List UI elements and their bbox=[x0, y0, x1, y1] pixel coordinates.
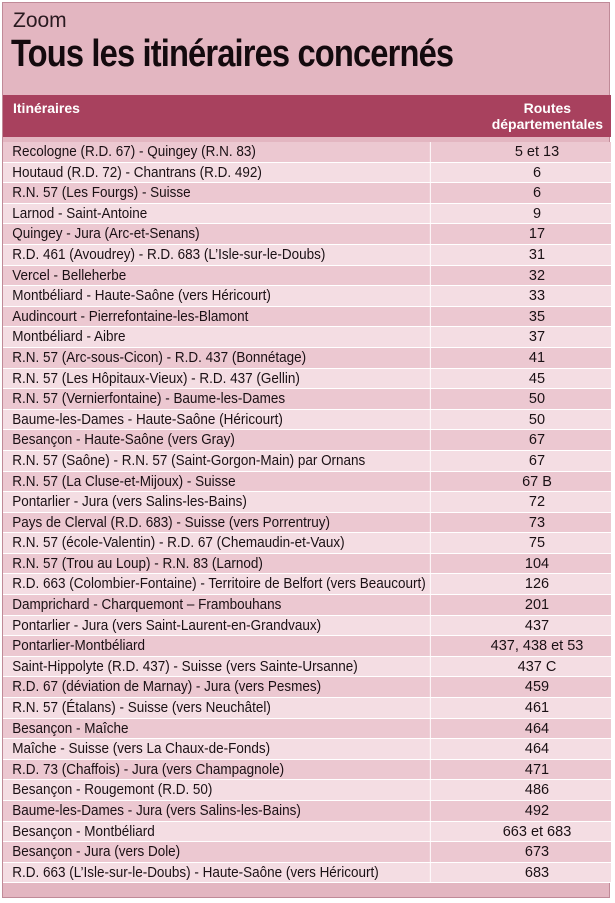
table-row bbox=[3, 369, 611, 390]
table-row bbox=[3, 472, 611, 493]
route-cell: R.D. 663 (L’Isle-sur-le-Doubs) - Haute-Saône (vers Héricourt) bbox=[3, 863, 431, 883]
route-cell: Baume-les-Dames - Jura (vers Salins-les-Bains) bbox=[3, 801, 431, 821]
road-number-cell: 471 bbox=[524, 761, 550, 778]
road-number-cell: 683 bbox=[524, 864, 550, 881]
route-cell: Audincourt - Pierrefontaine-les-Blamont bbox=[3, 307, 431, 327]
route-cell: Maîche - Suisse (vers La Chaux-de-Fonds) bbox=[3, 739, 431, 759]
table-row bbox=[3, 389, 611, 410]
table-row bbox=[3, 554, 611, 575]
road-number-cell: 67 bbox=[528, 452, 546, 469]
route-cell: Montbéliard - Aibre bbox=[3, 327, 431, 347]
route-cell: Besançon - Jura (vers Dole) bbox=[3, 842, 431, 862]
route-cell: R.N. 57 (Étalans) - Suisse (vers Neuchâtel) bbox=[3, 698, 431, 718]
road-number-cell: 5 et 13 bbox=[514, 144, 560, 160]
table-row bbox=[3, 245, 611, 266]
table-row bbox=[3, 286, 611, 307]
column-header-roads bbox=[492, 100, 603, 132]
route-cell: Besançon - Montbéliard bbox=[3, 822, 431, 842]
table-row bbox=[3, 204, 611, 225]
road-number-cell: 35 bbox=[528, 308, 546, 325]
road-number-cell: 663 et 683 bbox=[502, 823, 572, 840]
road-number-cell: 37 bbox=[528, 329, 546, 346]
route-cell: Saint-Hippolyte (R.D. 437) - Suisse (vers Sainte-Ursanne) bbox=[3, 657, 431, 677]
table-row bbox=[3, 863, 611, 884]
route-cell: Besançon - Haute-Saône (vers Gray) bbox=[3, 430, 431, 450]
road-number-cell: 437 bbox=[524, 617, 550, 634]
route-cell: R.D. 67 (déviation de Marnay) - Jura (vers Pesmes) bbox=[3, 677, 431, 697]
road-number-cell: 33 bbox=[528, 288, 546, 305]
table-row bbox=[3, 677, 611, 698]
table-row bbox=[3, 410, 611, 431]
table-row bbox=[3, 224, 611, 245]
road-number-cell: 67 bbox=[528, 432, 546, 449]
column-header-roads-line2: départementales bbox=[491, 116, 603, 132]
route-cell: R.N. 57 (Vernierfontaine) - Baume-les-Dames bbox=[3, 389, 431, 409]
route-cell: R.D. 663 (Colombier-Fontaine) - Territoire de Belfort (vers Beaucourt) bbox=[3, 574, 431, 594]
table-row bbox=[3, 430, 611, 451]
road-number-cell: 201 bbox=[524, 597, 550, 614]
page-title: Tous les itinéraires concernés bbox=[11, 33, 454, 75]
table-row bbox=[3, 163, 611, 184]
road-number-cell: 75 bbox=[528, 535, 546, 552]
road-number-cell: 126 bbox=[524, 576, 550, 593]
road-number-cell: 492 bbox=[524, 803, 550, 819]
table-header bbox=[3, 95, 611, 137]
route-cell: Pontarlier - Jura (vers Saint-Laurent-en-Grandvaux) bbox=[3, 616, 431, 636]
table-row bbox=[3, 780, 611, 801]
table-row bbox=[3, 842, 611, 863]
table-row bbox=[3, 533, 611, 554]
road-number-cell: 461 bbox=[524, 700, 550, 717]
route-cell: R.D. 461 (Avoudrey) - R.D. 683 (L’Isle-sur-le-Doubs) bbox=[3, 245, 431, 265]
table-row bbox=[3, 327, 611, 348]
route-cell: R.D. 73 (Chaffois) - Jura (vers Champagnole) bbox=[3, 760, 431, 780]
table-row bbox=[3, 698, 611, 719]
table-row bbox=[3, 760, 611, 781]
route-cell: R.N. 57 (Les Hôpitaux-Vieux) - R.D. 437 (Gellin) bbox=[3, 369, 431, 389]
route-cell: Pontarlier-Montbéliard bbox=[3, 636, 431, 656]
table-row bbox=[3, 616, 611, 637]
road-number-cell: 486 bbox=[524, 782, 550, 799]
road-number-cell: 9 bbox=[532, 205, 542, 222]
road-number-cell: 673 bbox=[524, 844, 550, 861]
table-row bbox=[3, 348, 611, 369]
route-cell: Pontarlier - Jura (vers Salins-les-Bains) bbox=[3, 492, 431, 512]
itineraries-card bbox=[2, 2, 610, 898]
road-number-cell: 50 bbox=[528, 391, 546, 408]
route-cell: Recologne (R.D. 67) - Quingey (R.N. 83) bbox=[3, 142, 431, 162]
table-row bbox=[3, 636, 611, 657]
column-header-routes: Itinéraires bbox=[13, 100, 80, 116]
road-number-cell: 6 bbox=[532, 164, 542, 181]
road-number-cell: 459 bbox=[524, 679, 550, 696]
route-cell: Houtaud (R.D. 72) - Chantrans (R.D. 492) bbox=[3, 163, 431, 183]
table-row bbox=[3, 719, 611, 740]
route-cell: Besançon - Rougemont (R.D. 50) bbox=[3, 780, 431, 800]
route-cell: Pays de Clerval (R.D. 683) - Suisse (vers Porrentruy) bbox=[3, 513, 431, 533]
road-number-cell: 437, 438 et 53 bbox=[490, 638, 584, 655]
table-body bbox=[3, 142, 611, 883]
table-row bbox=[3, 266, 611, 287]
kicker-label: Zoom bbox=[13, 9, 67, 32]
route-cell: Vercel - Belleherbe bbox=[3, 266, 431, 286]
route-cell: R.N. 57 (école-Valentin) - R.D. 67 (Chemaudin-et-Vaux) bbox=[3, 533, 431, 553]
table-row bbox=[3, 574, 611, 595]
road-number-cell: 464 bbox=[524, 720, 550, 737]
road-number-cell: 72 bbox=[528, 494, 546, 511]
table-row bbox=[3, 451, 611, 472]
road-number-cell: 17 bbox=[528, 226, 546, 243]
route-cell: R.N. 57 (Arc-sous-Cicon) - R.D. 437 (Bonnétage) bbox=[3, 348, 431, 368]
road-number-cell: 464 bbox=[524, 741, 550, 758]
route-cell: Quingey - Jura (Arc-et-Senans) bbox=[3, 224, 431, 244]
road-number-cell: 437 C bbox=[517, 658, 557, 675]
table-row bbox=[3, 513, 611, 534]
road-number-cell: 31 bbox=[528, 246, 546, 263]
road-number-cell: 41 bbox=[528, 349, 546, 366]
road-number-cell: 104 bbox=[524, 555, 550, 572]
route-cell: R.N. 57 (Les Fourgs) - Suisse bbox=[3, 183, 431, 203]
column-header-roads-line1: Routes bbox=[523, 100, 572, 116]
table-row bbox=[3, 801, 611, 822]
table-row bbox=[3, 142, 611, 163]
road-number-cell: 6 bbox=[532, 185, 542, 202]
road-number-cell: 50 bbox=[528, 411, 546, 428]
table-row bbox=[3, 492, 611, 513]
route-cell: R.N. 57 (La Cluse-et-Mijoux) - Suisse bbox=[3, 472, 431, 492]
route-cell: Baume-les-Dames - Haute-Saône (Héricourt) bbox=[3, 410, 431, 430]
table-row bbox=[3, 657, 611, 678]
route-cell: Damprichard - Charquemont – Frambouhans bbox=[3, 595, 431, 615]
table-row bbox=[3, 822, 611, 843]
table-row bbox=[3, 595, 611, 616]
road-number-cell: 73 bbox=[528, 514, 546, 531]
table-row bbox=[3, 307, 611, 328]
route-cell: R.N. 57 (Trou au Loup) - R.N. 83 (Larnod) bbox=[3, 554, 431, 574]
road-number-cell: 32 bbox=[528, 267, 546, 284]
route-cell: Larnod - Saint-Antoine bbox=[3, 204, 431, 224]
route-cell: Montbéliard - Haute-Saône (vers Héricourt) bbox=[3, 286, 431, 306]
route-cell: Besançon - Maîche bbox=[3, 719, 431, 739]
road-number-cell: 45 bbox=[528, 370, 546, 387]
table-row bbox=[3, 183, 611, 204]
route-cell: R.N. 57 (Saône) - R.N. 57 (Saint-Gorgon-Main) par Ornans bbox=[3, 451, 431, 471]
road-number-cell: 67 B bbox=[522, 473, 552, 490]
table-row bbox=[3, 739, 611, 760]
